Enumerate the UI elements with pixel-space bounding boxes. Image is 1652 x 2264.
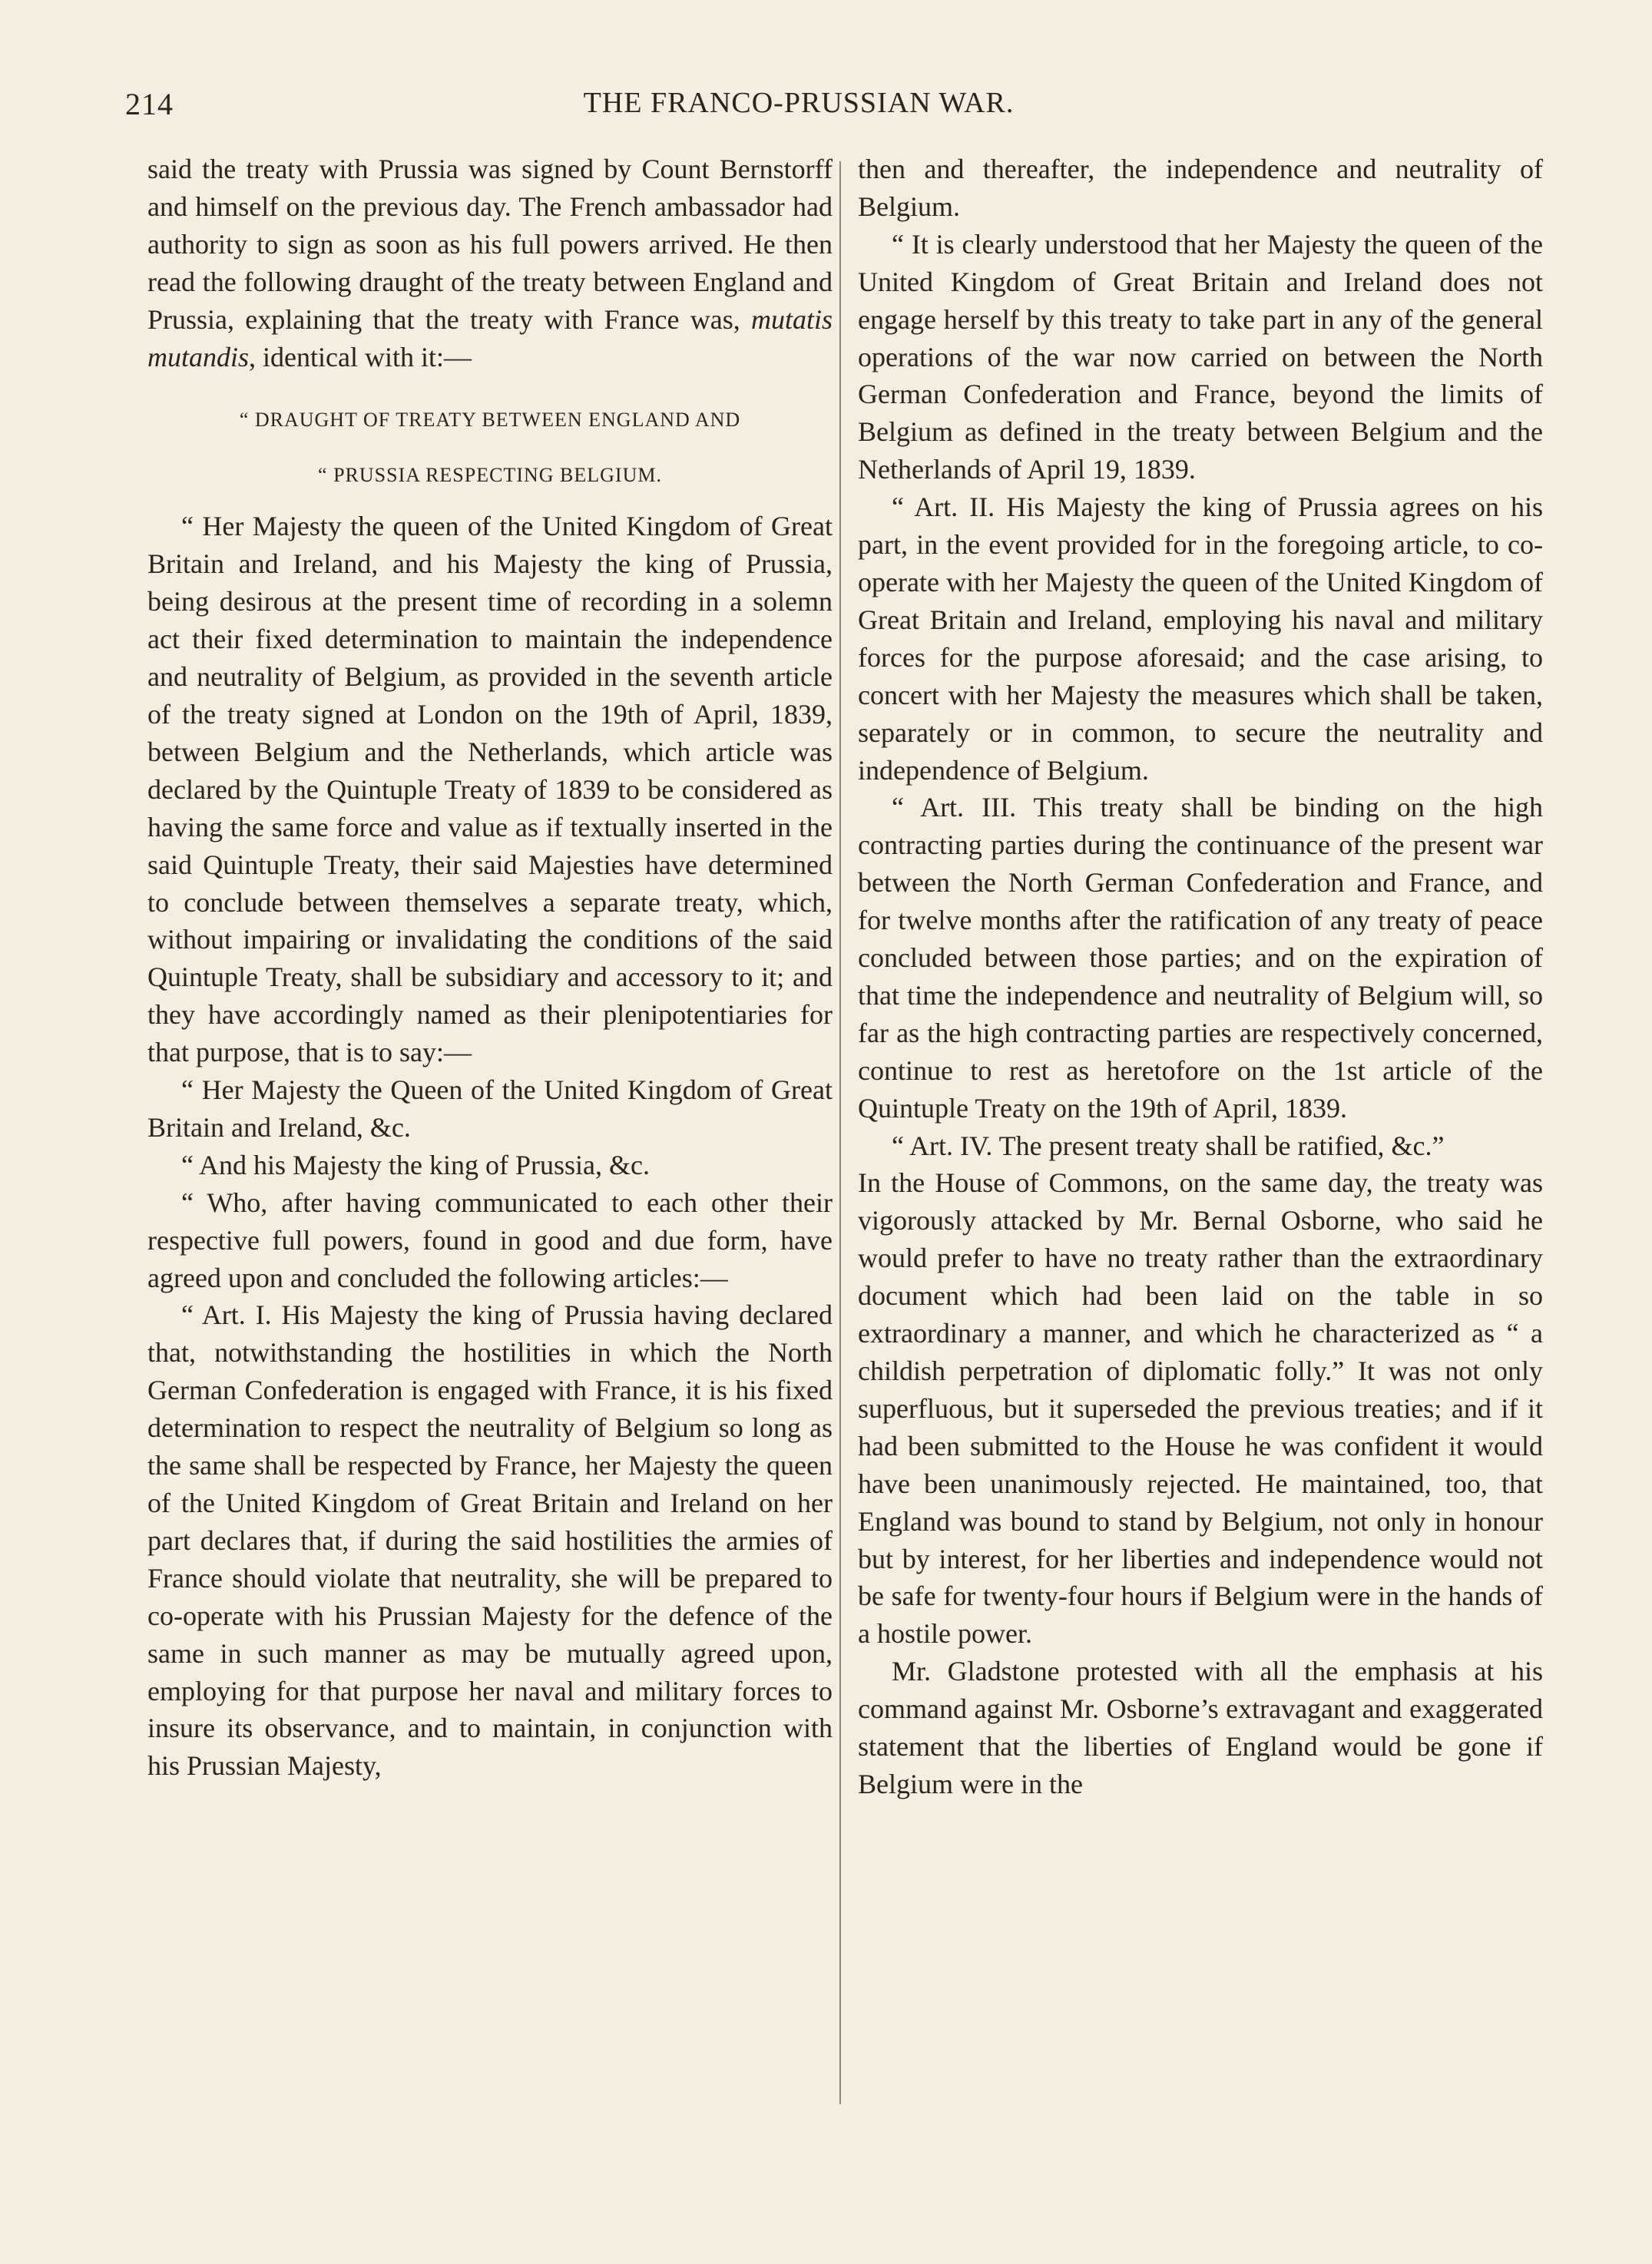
page-number: 214 [125,87,174,121]
paragraph-text: said the treaty with Prussia was signed by Count Bernstorff and himself on the previous day. The French ambassador had authority to sign as soon as his full powers arrived. He then read the following draught of the treaty between England and Prussia, explaining that the treaty with France was, [147,154,833,335]
treaty-heading-line-2: “ PRUSSIA RESPECTING BELGIUM. [318,464,662,487]
paragraph: “ Art. II. His Majesty the king of Prussia agrees on his part, in the event provided for in the foregoing article, to co-operate with her Majesty the queen of the United Kingdom of Great Britain and Ireland, employing his naval and military forces for the purpose aforesaid; and the case arising, to concert with her Majesty the measures which shall be taken, separately or in common, to secure the neutrality and independence of Belgium. [858,492,1543,786]
paragraph: then and thereafter, the independence and neutrality of Belgium. [858,154,1543,222]
treaty-heading-line-1: “ DRAUGHT OF TREATY BETWEEN ENGLAND AND [239,409,741,432]
paragraph: “ It is clearly understood that her Majesty the queen of the United Kingdom of Great Britain and Ireland does not engage herself by this treaty to take part in any of the general operations of the war now carried on between the North German Confederation and France, beyond the limits of Belgium as defined in the treaty between Belgium and the Netherlands of April 19, 1839. [858,228,1543,485]
paragraph: “ Art. IV. The present treaty shall be ratified, &c.” [892,1130,1445,1161]
running-title: THE FRANCO-PRUSSIAN WAR. [583,87,1015,119]
paragraph [147,151,833,376]
right-column [858,151,1543,1803]
paragraph: Mr. Gladstone protested with all the emphasis at his command against Mr. Osborne’s extravagant and exaggerated statement that the liberties of England would be gone if Belgium were in the [858,1656,1543,1799]
paragraph: “ Art. I. His Majesty the king of Prussia having declared that, notwithstanding the hostilities in which the North German Confederation is engaged with France, it is his fixed determination to respect the neutrality of Belgium so long as the same shall be respected by France, her Majesty the queen of the United Kingdom of Great Britain and Ireland on her part declares that, if during the said hostilities the armies of France should violate that neutrality, she will be prepared to co-operate with his Prussian Majesty for the defence of the same in such manner as may be mutually agreed upon, employing for that purpose her naval and military forces to insure its observance, and to maintain, in conjunction with his Prussian Majesty, [147,1299,833,1782]
paragraph: “ Art. III. This treaty shall be binding on the high contracting parties during the continuance of the present war between the North German Confederation and France, and for twelve months after the ratification of any treaty of peace concluded between those parties; and on the expiration of that time the independence and neutrality of Belgium will, so far as the high contracting parties are respectively concerned, continue to rest as heretofore on the 1st article of the Quintuple Treaty on the 19th of April, 1839. [858,792,1543,1124]
paragraph: “ And his Majesty the king of Prussia, &c. [181,1149,650,1180]
column-divider [839,161,841,2104]
paragraph: “ Her Majesty the Queen of the United Kingdom of Great Britain and Ireland, &c. [147,1074,833,1143]
paragraph: In the House of Commons, on the same day, the treaty was vigorously attacked by Mr. Bernal Osborne, who said he would prefer to have no treaty rather than the extraordinary document which had been laid on the table in so extraordinary a manner, and which he characterized as “ a childish perpetration of diplomatic folly.” It was not only superfluous, but it superseded the previous treaties; and if it had been submitted to the House he was confident it would have been unanimously rejected. He maintained, too, that England was bound to stand by Belgium, not only in honour but by interest, for her liberties and independence would not be safe for twenty-four hours if Belgium were in the hands of a hostile power. [858,1167,1543,1650]
paragraph: “ Her Majesty the queen of the United Kingdom of Great Britain and Ireland, and his Majesty the king of Prussia, being desirous at the present time of recording in a solemn act their fixed determination to maintain the independence and neutrality of Belgium, as provided in the seventh article of the treaty signed at London on the 19th of April, 1839, between Belgium and the Netherlands, which article was declared by the Quintuple Treaty of 1839 to be considered as having the same force and value as if textually inserted in the said Quintuple Treaty, their said Majesties have determined to conclude between themselves a separate treaty, which, without impairing or invalidating the conditions of the said Quintuple Treaty, shall be subsidiary and accessory to it; and they have accordingly named as their plenipotentiaries for that purpose, that is to say:— [147,511,833,1068]
paragraph-text: , identical with it:— [249,341,472,372]
left-column [147,151,833,1785]
paragraph: “ Who, after having communicated to each other their respective full powers, found in good and due form, have agreed upon and concluded the following articles:— [147,1187,833,1293]
italic-phrase: mutatis mutandis [147,303,833,372]
